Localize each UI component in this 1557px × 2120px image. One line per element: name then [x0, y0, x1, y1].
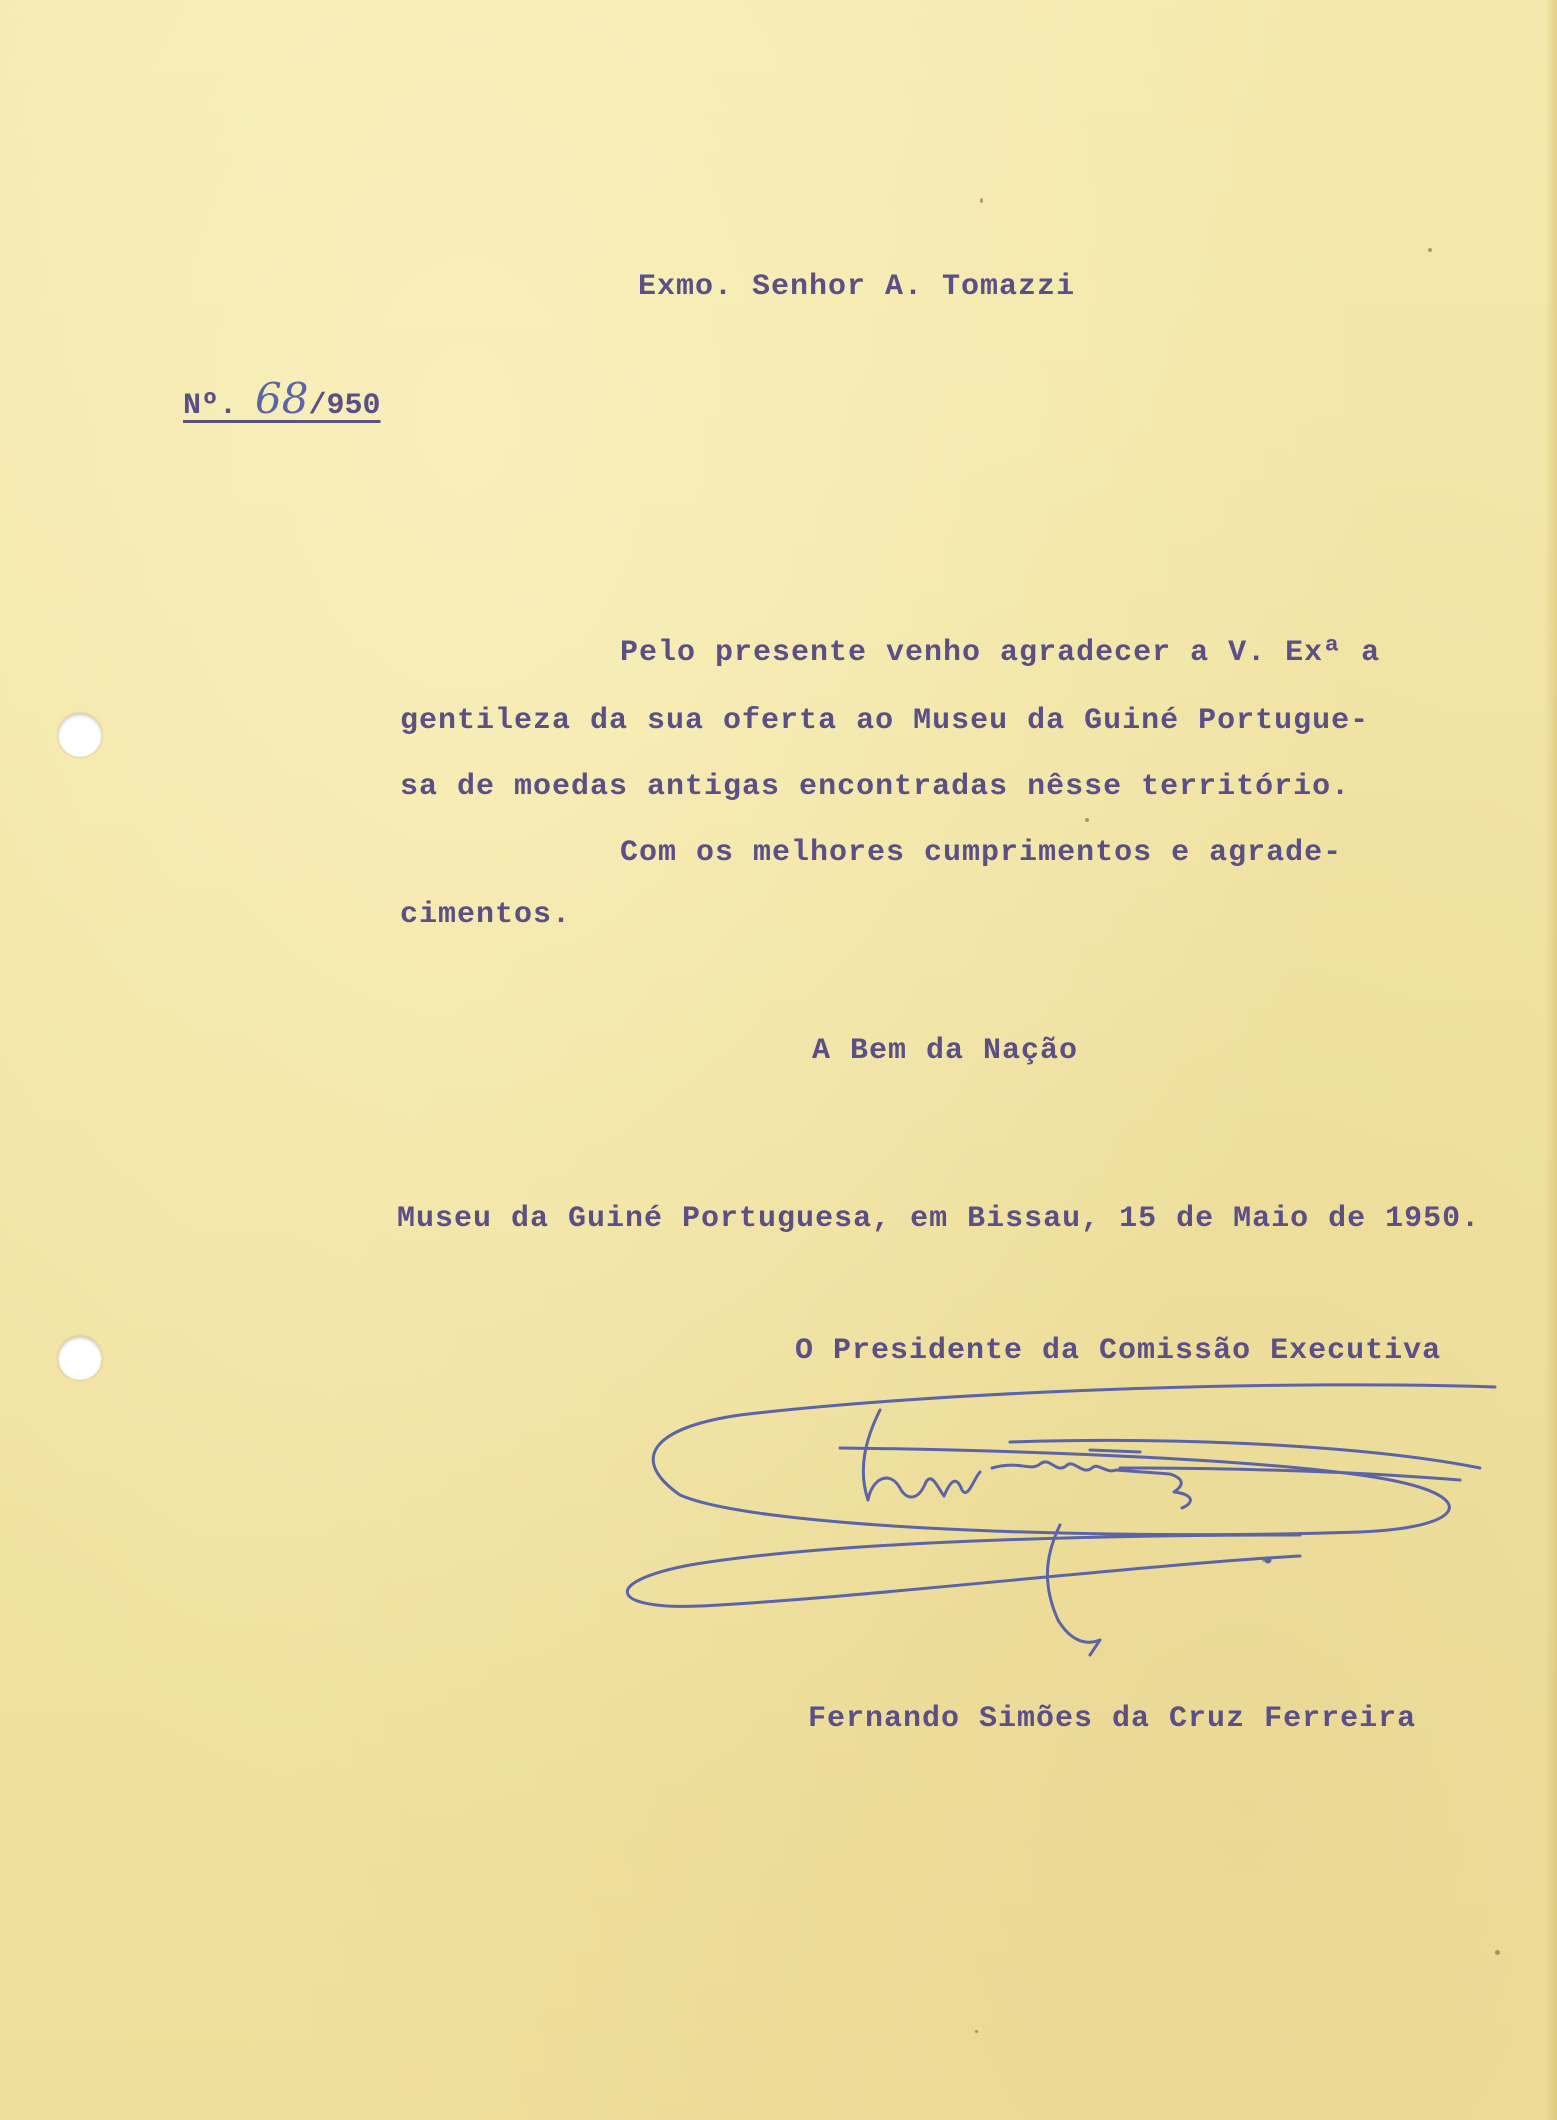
signatory-name: Fernando Simões da Cruz Ferreira	[808, 1702, 1417, 1736]
paper-speck	[1495, 1950, 1500, 1955]
reference-handwritten-number: 68	[255, 374, 309, 423]
body-line: sa de moedas antigas encontradas nêsse território.	[400, 770, 1351, 804]
paper-speck	[980, 198, 983, 203]
paper-speck	[975, 2030, 978, 2033]
body-line: Com os melhores cumprimentos e agrade-	[620, 836, 1343, 870]
body-line: Pelo presente venho agradecer a V. Exª a	[620, 636, 1381, 670]
recipient-line: Exmo. Senhor A. Tomazzi	[638, 270, 1076, 304]
reference-year: /950	[308, 389, 381, 423]
place-and-date: Museu da Guiné Portuguesa, em Bissau, 15 de Maio de 1950.	[397, 1202, 1481, 1236]
body-line: gentileza da sua oferta ao Museu da Guiné Portugue-	[400, 704, 1370, 738]
paper-speck	[1085, 818, 1089, 822]
reference-prefix: Nº.	[183, 389, 256, 423]
paper-speck	[1428, 248, 1432, 252]
paper-edge-shading	[1545, 0, 1557, 2120]
handwritten-signature	[600, 1360, 1520, 1660]
closing-formula: A Bem da Nação	[812, 1034, 1079, 1068]
punch-hole-top	[58, 713, 102, 757]
punch-hole-bottom	[58, 1336, 102, 1380]
body-line: cimentos.	[400, 898, 572, 932]
reference-number	[183, 374, 380, 423]
signatory-title: O Presidente da Comissão Executiva	[795, 1334, 1442, 1368]
